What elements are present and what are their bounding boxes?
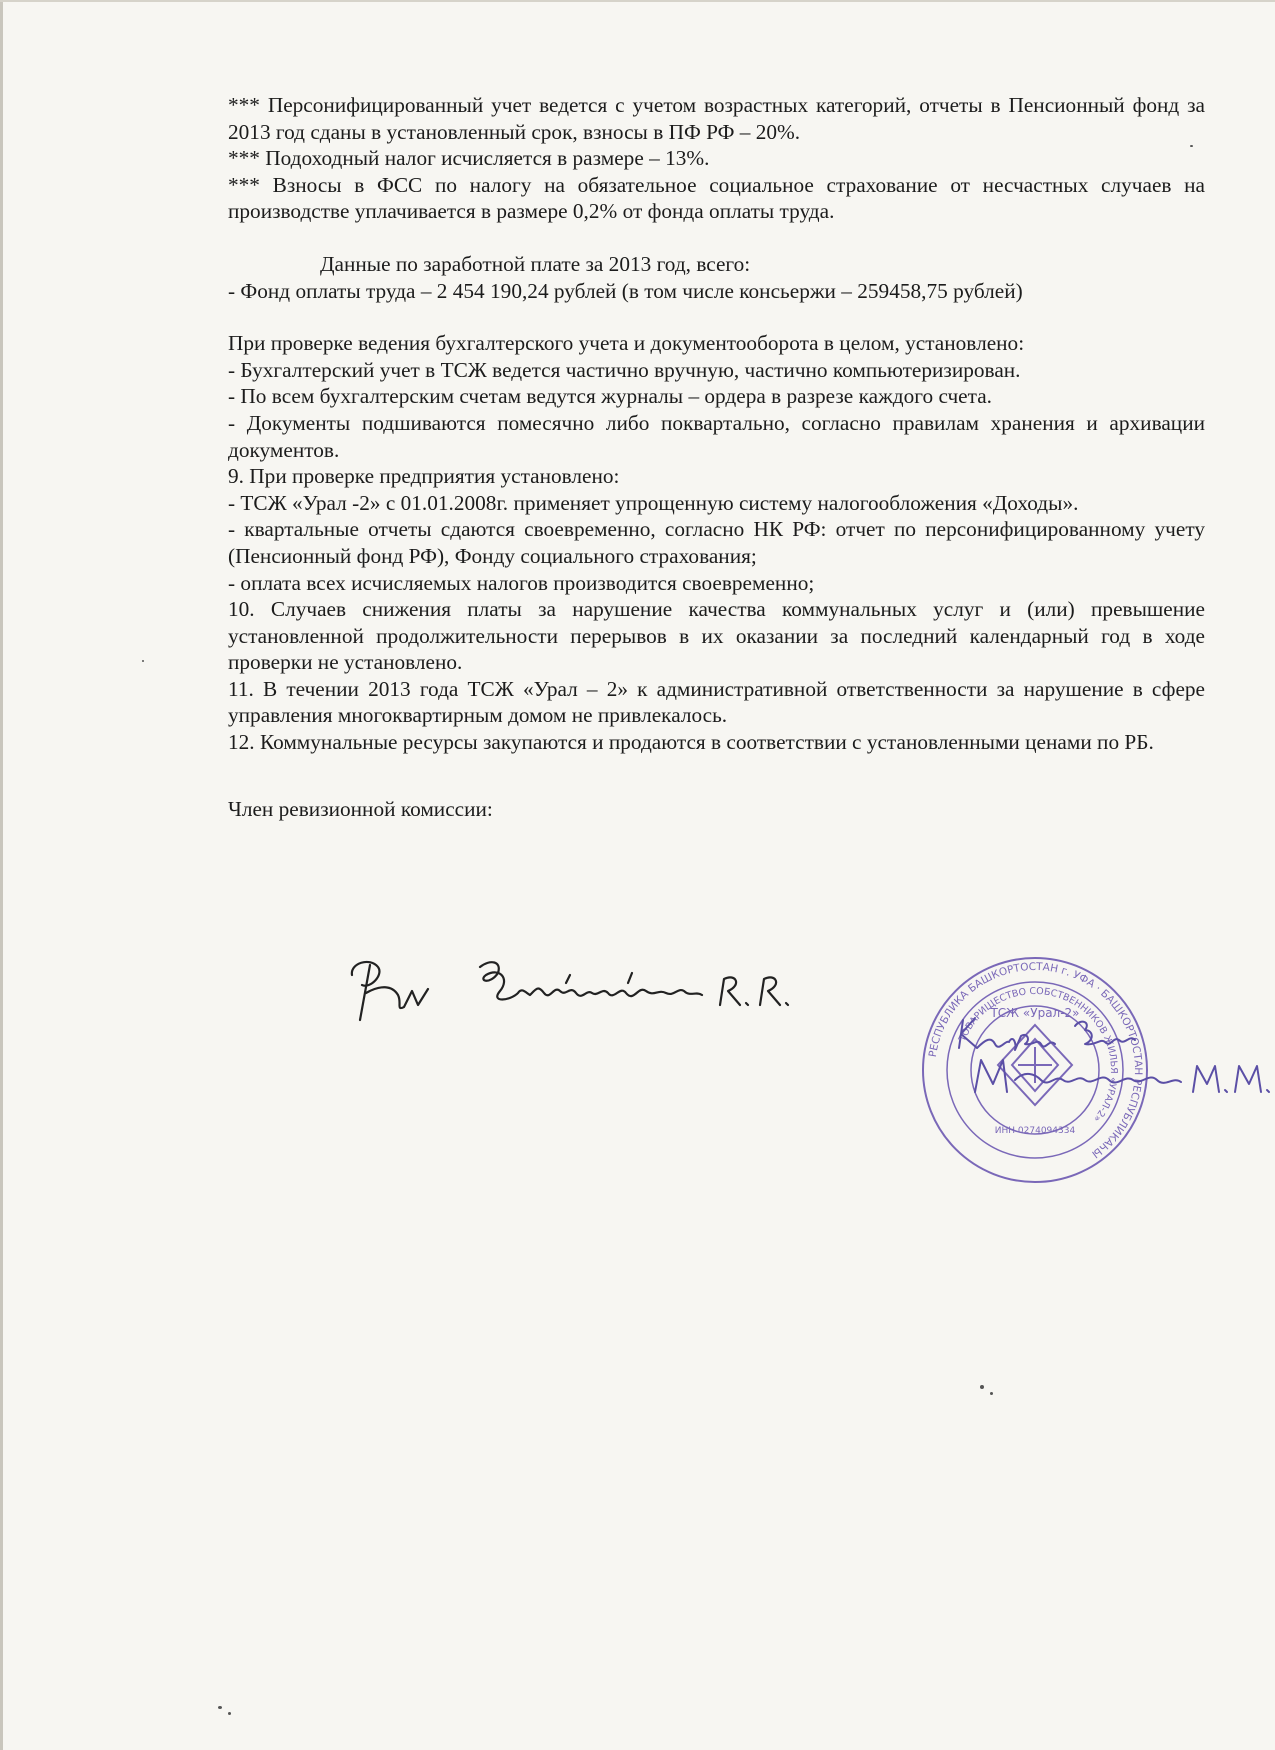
paragraph-item-9: 9. При проверке предприятия установлено:: [228, 464, 620, 489]
paragraph-journals: - По всем бухгалтерским счетам ведутся журналы – ордера в разрезе каждого счета.: [228, 384, 992, 409]
paragraph-commission-member: Член ревизионной комиссии:: [228, 796, 493, 821]
stamp-center-text: ТСЖ «Урал-2»: [990, 1006, 1080, 1020]
paragraph-item-10: 10. Случаев снижения платы за нарушение качества коммунальных услуг и (или) превышение установленной продолжительности перерывов в их оказании за последний календарный год в ходе проверки не установлено.: [228, 597, 1205, 675]
paragraph-accounting-manual: - Бухгалтерский учет в ТСЖ ведется частично вручную, частично компьютеризирован.: [228, 357, 1021, 382]
paragraph-fss-contributions: *** Взносы в ФСС по налогу на обязательное социальное страхование от несчастных случаев на производстве уплачивается в размере 0,2% от фонда оплаты труда.: [228, 172, 1205, 224]
scan-edge-left: [0, 0, 3, 1750]
paragraph-income-tax: *** Подоходный налог исчисляется в размере – 13%.: [228, 146, 710, 171]
paragraph-accounting-check: При проверке ведения бухгалтерского учета и документооборота в целом, установлено:: [228, 331, 1025, 356]
paragraph-payroll-fund: - Фонд оплаты труда – 2 454 190,24 рублей (в том числе консьержи – 259458,75 рублей): [228, 278, 1023, 303]
paragraph-tax-system: - ТСЖ «Урал -2» с 01.01.2008г. применяет упрощенную систему налогообложения «Доходы».: [228, 490, 1079, 515]
paragraph-quarterly-reports: - квартальные отчеты сдаются своевременно, согласно НК РФ: отчет по персонифицированному учету (Пенсионный фонд РФ), Фонду социального страхования;: [228, 517, 1205, 568]
paragraph-documents-filing: - Документы подшиваются помесячно либо поквартально, согласно правилам хранения и архивации документов.: [228, 410, 1205, 462]
paragraph-taxes-paid: - оплата всех исчисляемых налогов производится своевременно;: [228, 570, 815, 595]
certification-handwriting: [945, 1000, 1275, 1110]
stamp-inn: ИНН 0274094334: [994, 1126, 1076, 1136]
document-body: [228, 92, 1205, 822]
handwritten-signature: [340, 945, 860, 1035]
paragraph-item-12: 12. Коммунальные ресурсы закупаются и продаются в соответствии с установленными ценами по РБ.: [228, 730, 1154, 755]
paragraph-pension-accounting: *** Персонифицированный учет ведется с учетом возрастных категорий, отчеты в Пенсионный фонд за 2013 год сданы в установленный срок, взносы в ПФ РФ – 20%.: [228, 93, 1205, 144]
stamp-middle-text: ТОВАРИЩЕСТВО СОБСТВЕННИКОВ ЖИЛЬЯ «УРАЛ-2»: [956, 985, 1120, 1124]
stamp-outer-text: РЕСПУБЛИКА БАШКОРТОСТАН г. УФА · БАШКОРТОСТАН РЕСПУБЛИКАҺЫ: [926, 960, 1145, 1161]
paragraph-salary-heading: Данные по заработной плате за 2013 год, всего:: [320, 251, 751, 276]
paragraph-item-11: 11. В течении 2013 года ТСЖ «Урал – 2» к административной ответственности за нарушение в сфере управления многоквартирным домом не привлекалось.: [228, 676, 1205, 728]
scan-edge-top: [0, 0, 1275, 2]
